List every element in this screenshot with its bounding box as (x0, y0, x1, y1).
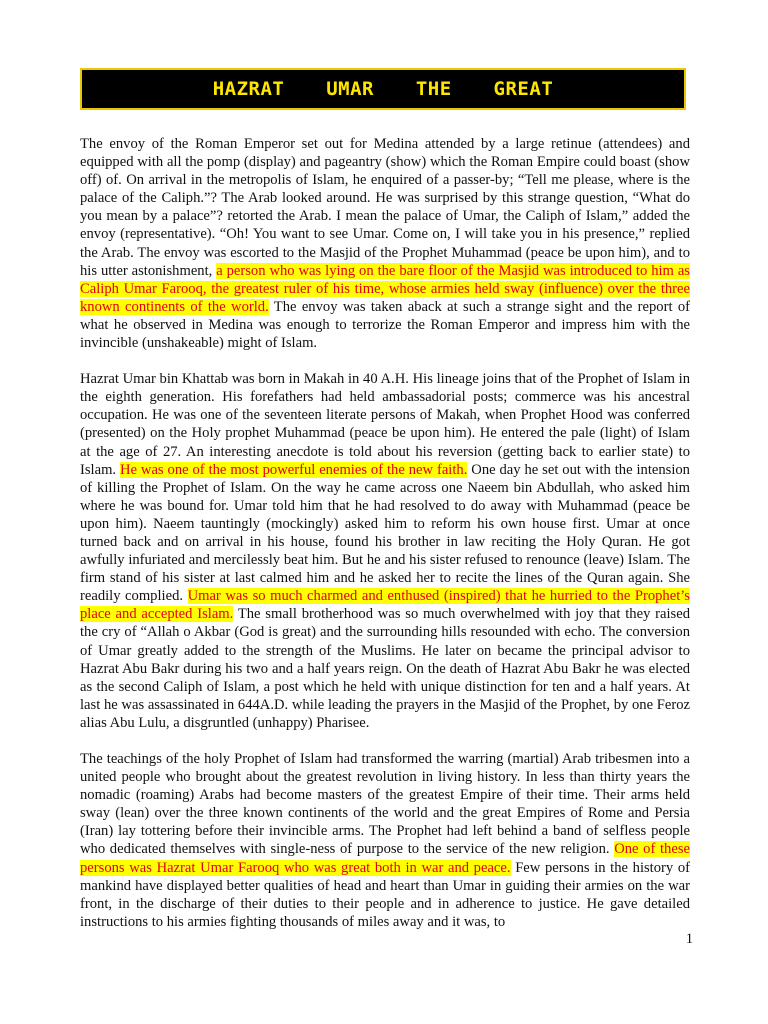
document-title: HAZRAT UMAR THE GREAT (212, 78, 554, 100)
paragraph-teachings (80, 750, 690, 931)
text-segment: The teachings of the holy Prophet of Islam had transformed the warring (martial) Arab tribesmen into a united people who brought about the greatest revolution in living history. In less than thirty years the nomadic (roaming) Arabs had become masters of the greatest Empire of their time. Their arms held sway (lean) over the three known continents of the world and the great Empires of Rome and Persia (Iran) lay tottering before their invincible arms. The Prophet had left behind a band of selfless people who dedicated themselves with single-ness of purpose to the service of the new religion. (80, 751, 690, 858)
highlighted-text: a person who was lying on the bare floor of the Masjid was introduced to him as Caliph Umar Farooq, the greatest ruler of his time, whose armies held sway (influence) over the three known continents of the world. (80, 262, 690, 315)
text-segment: One day he set out with the intension of killing the Prophet of Islam. On the way he came across one Naeem bin Abdullah, who asked him where he was bound for. Umar told him that he had resolved to do away with Muhammad (peace be upon him). Naeem tauntingly (mockingly) asked him to reform his own house first. Umar at once turned back and on arrival in his house, found his brother in law reciting the Holy Quran. He got awfully infuriated and mercilessly beat him. But he and his sister refused to renounce (leave) Islam. The firm stand of his sister at last calmed him and he asked her to recite the lines of the Quran again. She readily complied. (80, 461, 690, 605)
text-segment: The envoy was taken aback at such a strange sight and the report of what he observed in Medina was enough to terrorize the Roman Emperor and impress him with the invincible (unshakeable) might of Islam. (80, 298, 690, 352)
title-banner (80, 68, 686, 110)
highlighted-text: He was one of the most powerful enemies of the new faith. (119, 461, 468, 478)
page-number: 1 (685, 931, 693, 947)
highlighted-text: One of these persons was Hazrat Umar Farooq who was great both in war and peace. (80, 841, 690, 876)
text-segment: Hazrat Umar bin Khattab was born in Makah in 40 A.H. His lineage joins that of the Prophet of Islam in the eighth generation. His forefathers had held ambassadorial posts; commerce was his ancestral occupation. He was one of the seventeen literate persons of Makah, when Prophet Hood was conferred (presented) on the Holy prophet Muhammad (peace be upon him). He entered the pale (light) of Islam at the age of 27. An interesting anecdote is told about his reversion (getting back to earlier state) to Islam. (80, 371, 690, 478)
text-segment: The envoy of the Roman Emperor set out for Medina attended by a large retinue (attendees) and equipped with all the pomp (display) and pageantry (show) which the Roman Empire could boast (show off) of. On arrival in the metropolis of Islam, he enquired of a passer-by; “Tell me please, where is the palace of the Caliph.”? The Arab looked around. He was surprised by this strange question, “What do you mean by a palace”? retorted the Arab. I mean the palace of Umar, the Caliph of Islam,” added the envoy (representative). “Oh! You want to see Umar. Come on, I will take you in his presence,” replied the Arab. The envoy was escorted to the Masjid of the Prophet Muhammad (peace be upon him), and to his utter astonishment, (80, 136, 690, 279)
highlighted-text: Umar was so much charmed and enthused (inspired) that he hurried to the Prophet’s place and accepted Islam. (80, 588, 690, 623)
document-page (80, 68, 690, 931)
text-segment: Few persons in the history of mankind have displayed better qualities of head and heart than Umar in guiding their armies on the war front, in the discharge of their duties to their people and in adherence to justice. He gave detailed instructions to his armies fighting thousands of miles away and it was, to (80, 859, 690, 930)
text-segment: The small brotherhood was so much overwhelmed with joy that they raised the cry of “Allah o Akbar (God is great) and the surrounding hills resounded with echo. The conversion of Umar greatly added to the strength of the Muslims. He later on became the principal advisor to Hazrat Abu Bakr during his two and a half years reign. On the death of Hazrat Abu Bakr he was elected as the second Caliph of Islam, a post which he held with unique distinction for ten and a half years. At last he was assassinated in 644A.D. while leading the prayers in the Masjid of the Prophet, by one Feroz alias Abu Lulu, a disgruntled (unhappy) Pharisee. (80, 606, 690, 731)
paragraph-envoy (80, 135, 690, 352)
paragraph-biography (80, 370, 690, 732)
